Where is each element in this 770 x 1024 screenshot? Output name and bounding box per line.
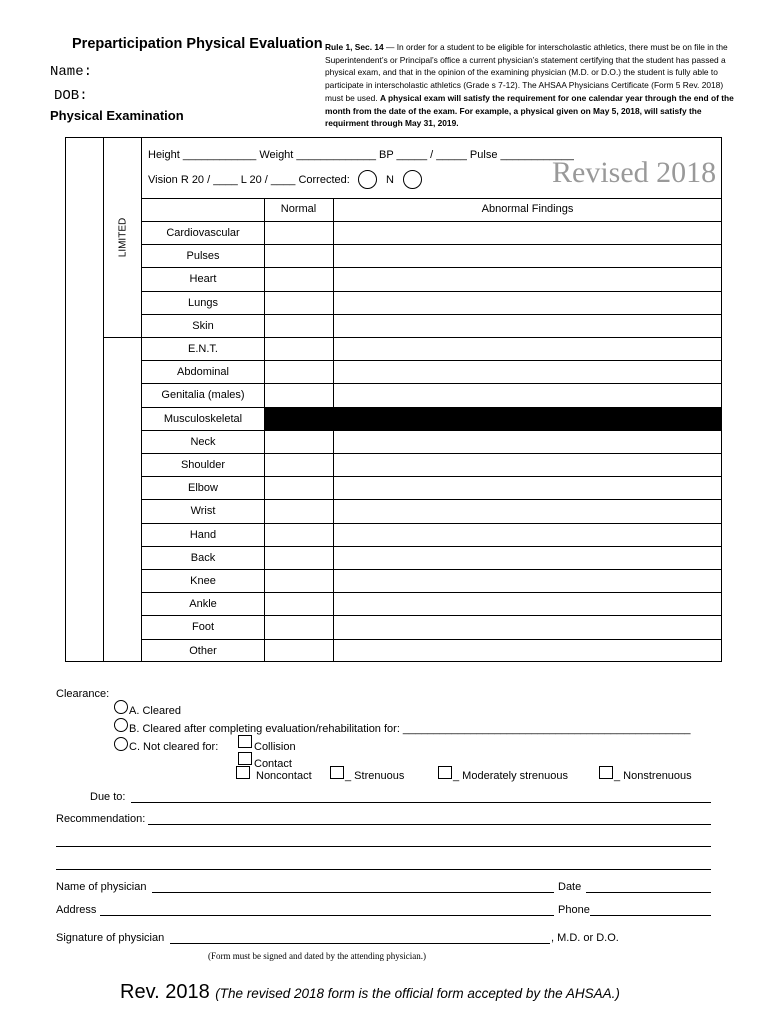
rule-body-bold: A physical exam will satisfy the requirement for one calendar year through the end of the month from the date of the exam. For example, a physical given on May 5, 2018, will satisfy the requirment through May 31, 2019. (325, 92, 734, 129)
exam-row-label: Musculoskeletal (163, 413, 243, 425)
normal-column-header: Normal (280, 203, 317, 215)
exam-row-label: Wrist (190, 505, 216, 517)
exam-row-label: Back (190, 552, 216, 564)
recommendation-line[interactable] (148, 824, 711, 825)
exam-row-label: Skin (192, 320, 214, 332)
form-title: Preparticipation Physical Evaluation (72, 36, 323, 52)
exam-row-label: Knee (190, 575, 216, 587)
exam-row-label: Cardiovascular (166, 227, 240, 239)
noncontact-checkbox[interactable] (236, 766, 250, 779)
revision-label: Rev. 2018 (120, 981, 210, 1003)
rule-body: — In order for a student to be eligible for interscholastic athletics, there must be on file in the Superintendent’s or Principal’s office a current physician’s statement certifying that the student has passed a physical exam, and that in the opinion of the examining physician (M.D. or D.O.) the student is fully able to participate in interscholastic athletics (Grade s 7-12). The AHSAA Physicians Certificate (Form 5 Rev. 2018) must be used. (325, 42, 728, 103)
exam-row-label: Foot (191, 621, 214, 633)
exam-row-label: Lungs (188, 297, 218, 309)
strenuous-checkbox[interactable] (330, 766, 344, 779)
cleared-after-option-circle[interactable] (114, 718, 128, 732)
nonstrenuous-label: _ Nonstrenuous (614, 770, 692, 782)
exam-row-label: E.N.T. (188, 343, 218, 355)
noncontact-label: Noncontact (256, 770, 312, 782)
exam-row-label: Genitalia (males) (161, 389, 245, 401)
physician-name-label: Name of physician (56, 881, 147, 893)
recommendation-line-3[interactable] (56, 869, 711, 870)
exam-row-label: Abdominal (177, 366, 229, 378)
abnormal-column-header: Abnormal Findings (481, 203, 574, 215)
nonstrenuous-checkbox[interactable] (599, 766, 613, 779)
cleared-option-label: A. Cleared (129, 705, 181, 717)
musculoskeletal-shaded-bar (265, 407, 722, 430)
vision-corrected-yes-circle[interactable] (358, 170, 377, 189)
exam-row-label: Other (189, 645, 217, 657)
exam-row-label: Hand (189, 529, 217, 541)
vision-n-label: N (386, 174, 394, 186)
signature-footnote: (Form must be signed and dated by the attending physician.) (208, 951, 426, 961)
collision-label: Collision (254, 741, 296, 753)
cleared-option-circle[interactable] (114, 700, 128, 714)
phone-line[interactable] (590, 915, 711, 916)
exam-row-label: Elbow (188, 482, 218, 494)
date-label: Date (558, 881, 582, 893)
not-cleared-option-circle[interactable] (114, 737, 128, 751)
date-line[interactable] (586, 892, 711, 893)
phone-label: Phone (558, 904, 590, 916)
physician-name-line[interactable] (152, 892, 554, 893)
limited-label: LIMITED (117, 217, 129, 258)
clearance-label: Clearance: (56, 688, 110, 700)
collision-checkbox[interactable] (238, 735, 252, 748)
table-divider (103, 137, 104, 662)
due-to-label: Due to: (90, 791, 126, 803)
md-do-label: , M.D. or D.O. (551, 932, 619, 944)
recommendation-line-2[interactable] (56, 846, 711, 847)
cleared-after-option-label: B. Cleared after completing evaluation/rehabilitation for: _______________________________________________ (129, 723, 691, 735)
exam-row-label: Pulses (186, 250, 220, 262)
due-to-line[interactable] (131, 802, 711, 803)
exam-row-label: Ankle (189, 598, 217, 610)
physical-examination-heading: Physical Examination (50, 108, 184, 123)
revised-stamp: Revised 2018 (552, 156, 717, 189)
moderately-strenuous-checkbox[interactable] (438, 766, 452, 779)
exam-row-label: Heart (189, 273, 217, 285)
address-line[interactable] (100, 915, 554, 916)
exam-row-label: Shoulder (180, 459, 226, 471)
rule-ref: Rule 1, Sec. 14 (325, 42, 384, 52)
recommendation-label: Recommendation: (56, 813, 146, 825)
vitals-line-1: Height ____________ Weight _____________ BP _____ / _____ Pulse ____________ (148, 149, 574, 161)
vitals-line-2: Vision R 20 / ____ L 20 / ____ Corrected: (148, 174, 350, 186)
revision-note: (The revised 2018 form is the official form accepted by the AHSAA.) (215, 986, 620, 1001)
revision-footer (120, 981, 620, 1004)
signature-line[interactable] (170, 943, 550, 944)
name-label: Name: (50, 64, 93, 80)
moderately-strenuous-label: _ Moderately strenuous (453, 770, 568, 782)
signature-label: Signature of physician (56, 932, 165, 944)
strenuous-label: _ Strenuous (345, 770, 405, 782)
contact-checkbox[interactable] (238, 752, 252, 765)
address-label: Address (56, 904, 97, 916)
rule-text (325, 41, 735, 130)
dob-label: DOB: (54, 88, 88, 104)
not-cleared-option-label: C. Not cleared for: (129, 741, 219, 753)
vision-corrected-no-circle[interactable] (403, 170, 422, 189)
contact-label: Contact (254, 758, 292, 770)
exam-row-label: Neck (190, 436, 216, 448)
